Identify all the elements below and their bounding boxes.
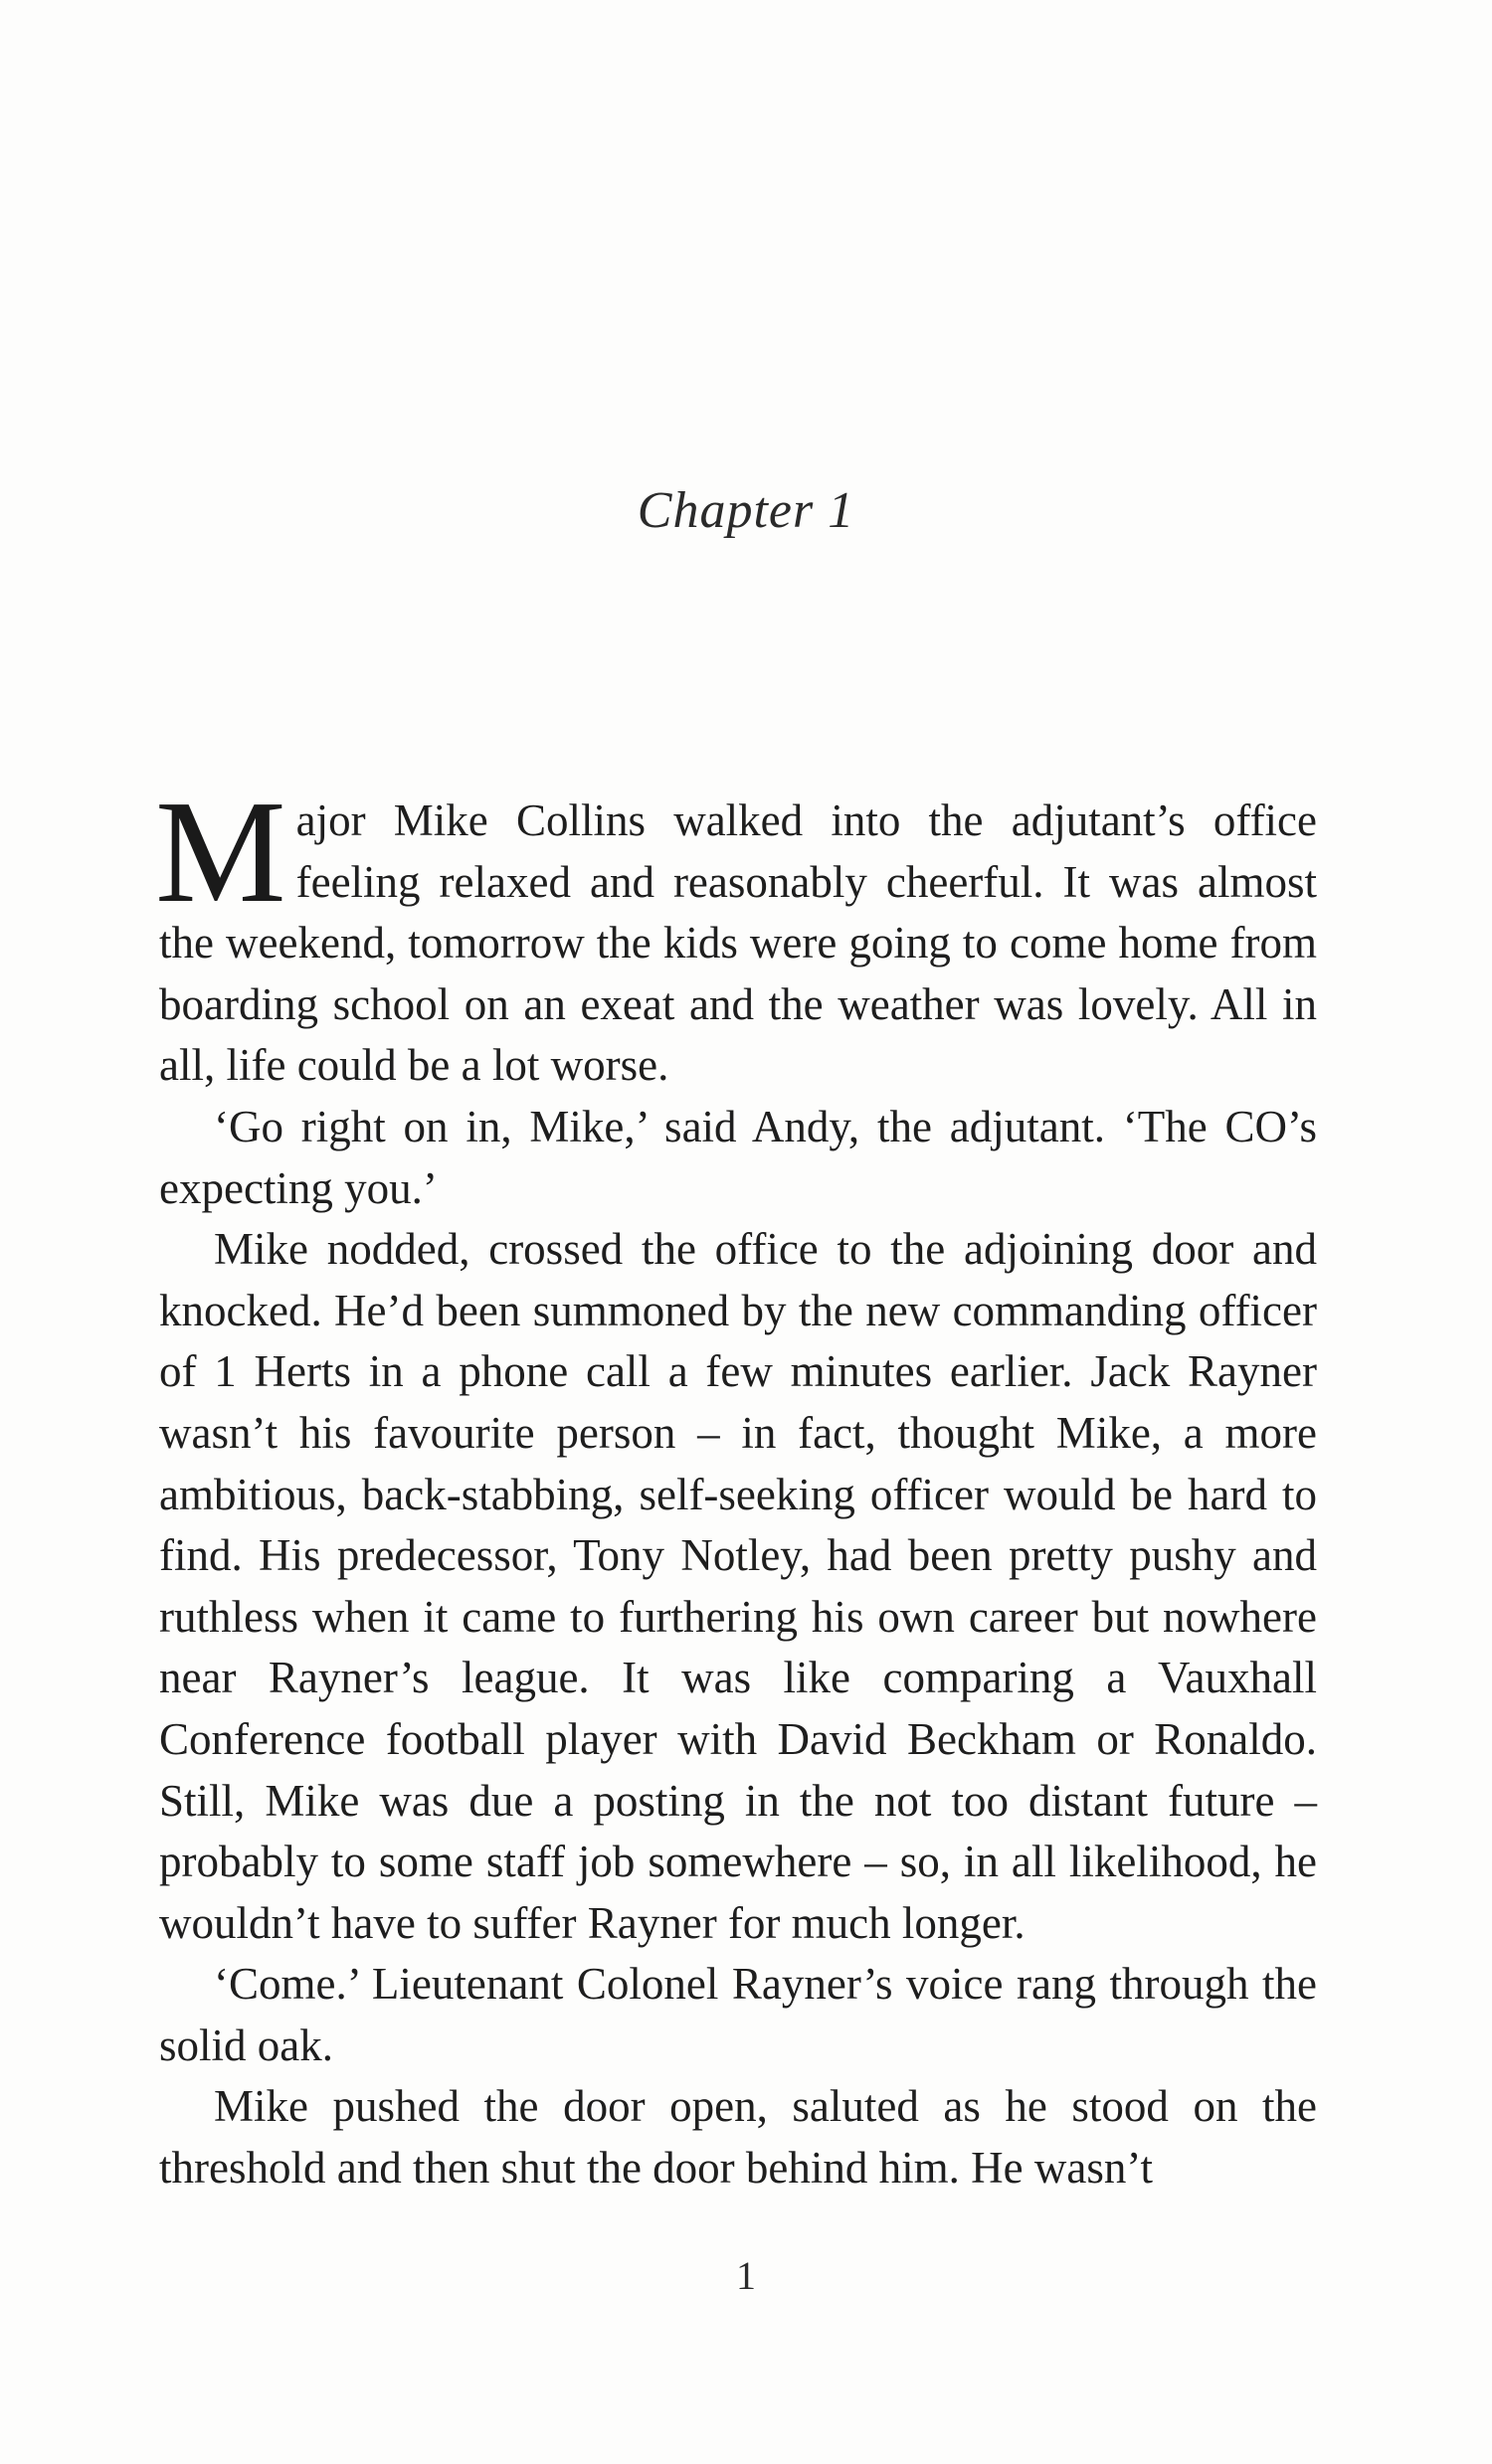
paragraph-1 bbox=[155, 771, 1317, 1097]
paragraph-4: ‘Come.’ Lieutenant Colonel Rayner’s voice rang through the solid oak. bbox=[159, 1959, 1317, 2070]
drop-cap: M bbox=[155, 771, 286, 934]
paragraph-1-text: ajor Mike Collins walked into the adjutant’s office feeling relaxed and reasonably cheerful. It was almost the weekend, tomorrow the kids were going to come home from boarding school on an exeat and the weather was lovely. All in all, life could be a lot worse. bbox=[159, 795, 1317, 1091]
chapter-title: Chapter 1 bbox=[637, 482, 855, 539]
paragraph-2: ‘Go right on in, Mike,’ said Andy, the adjutant. ‘The CO’s expecting you.’ bbox=[159, 1101, 1317, 1213]
paragraph-5: Mike pushed the door open, saluted as he stood on the threshold and then shut the door behind him. He wasn’t bbox=[159, 2081, 1317, 2194]
page-number: 1 bbox=[736, 2253, 756, 2298]
chapter-body bbox=[155, 771, 1317, 2200]
paragraph-3: Mike nodded, crossed the office to the adjoining door and knocked. He’d been summoned by the new commanding officer of 1 Herts in a phone call a few minutes earlier. Jack Rayner wasn’t his favourite person – in fact, thought Mike, a more ambitious, back-stabbing, self-seeking officer would be hard to find. His predecessor, Tony Notley, had been pretty pushy and ruthless when it came to furthering his own career but nowhere near Rayner’s league. It was like comparing a Vauxhall Conference football player with David Beckham or Ronaldo. Still, Mike was due a posting in the not too distant future – probably to some staff job somewhere – so, in all likelihood, he wouldn’t have to suffer Rayner for much longer. bbox=[159, 1224, 1317, 1948]
